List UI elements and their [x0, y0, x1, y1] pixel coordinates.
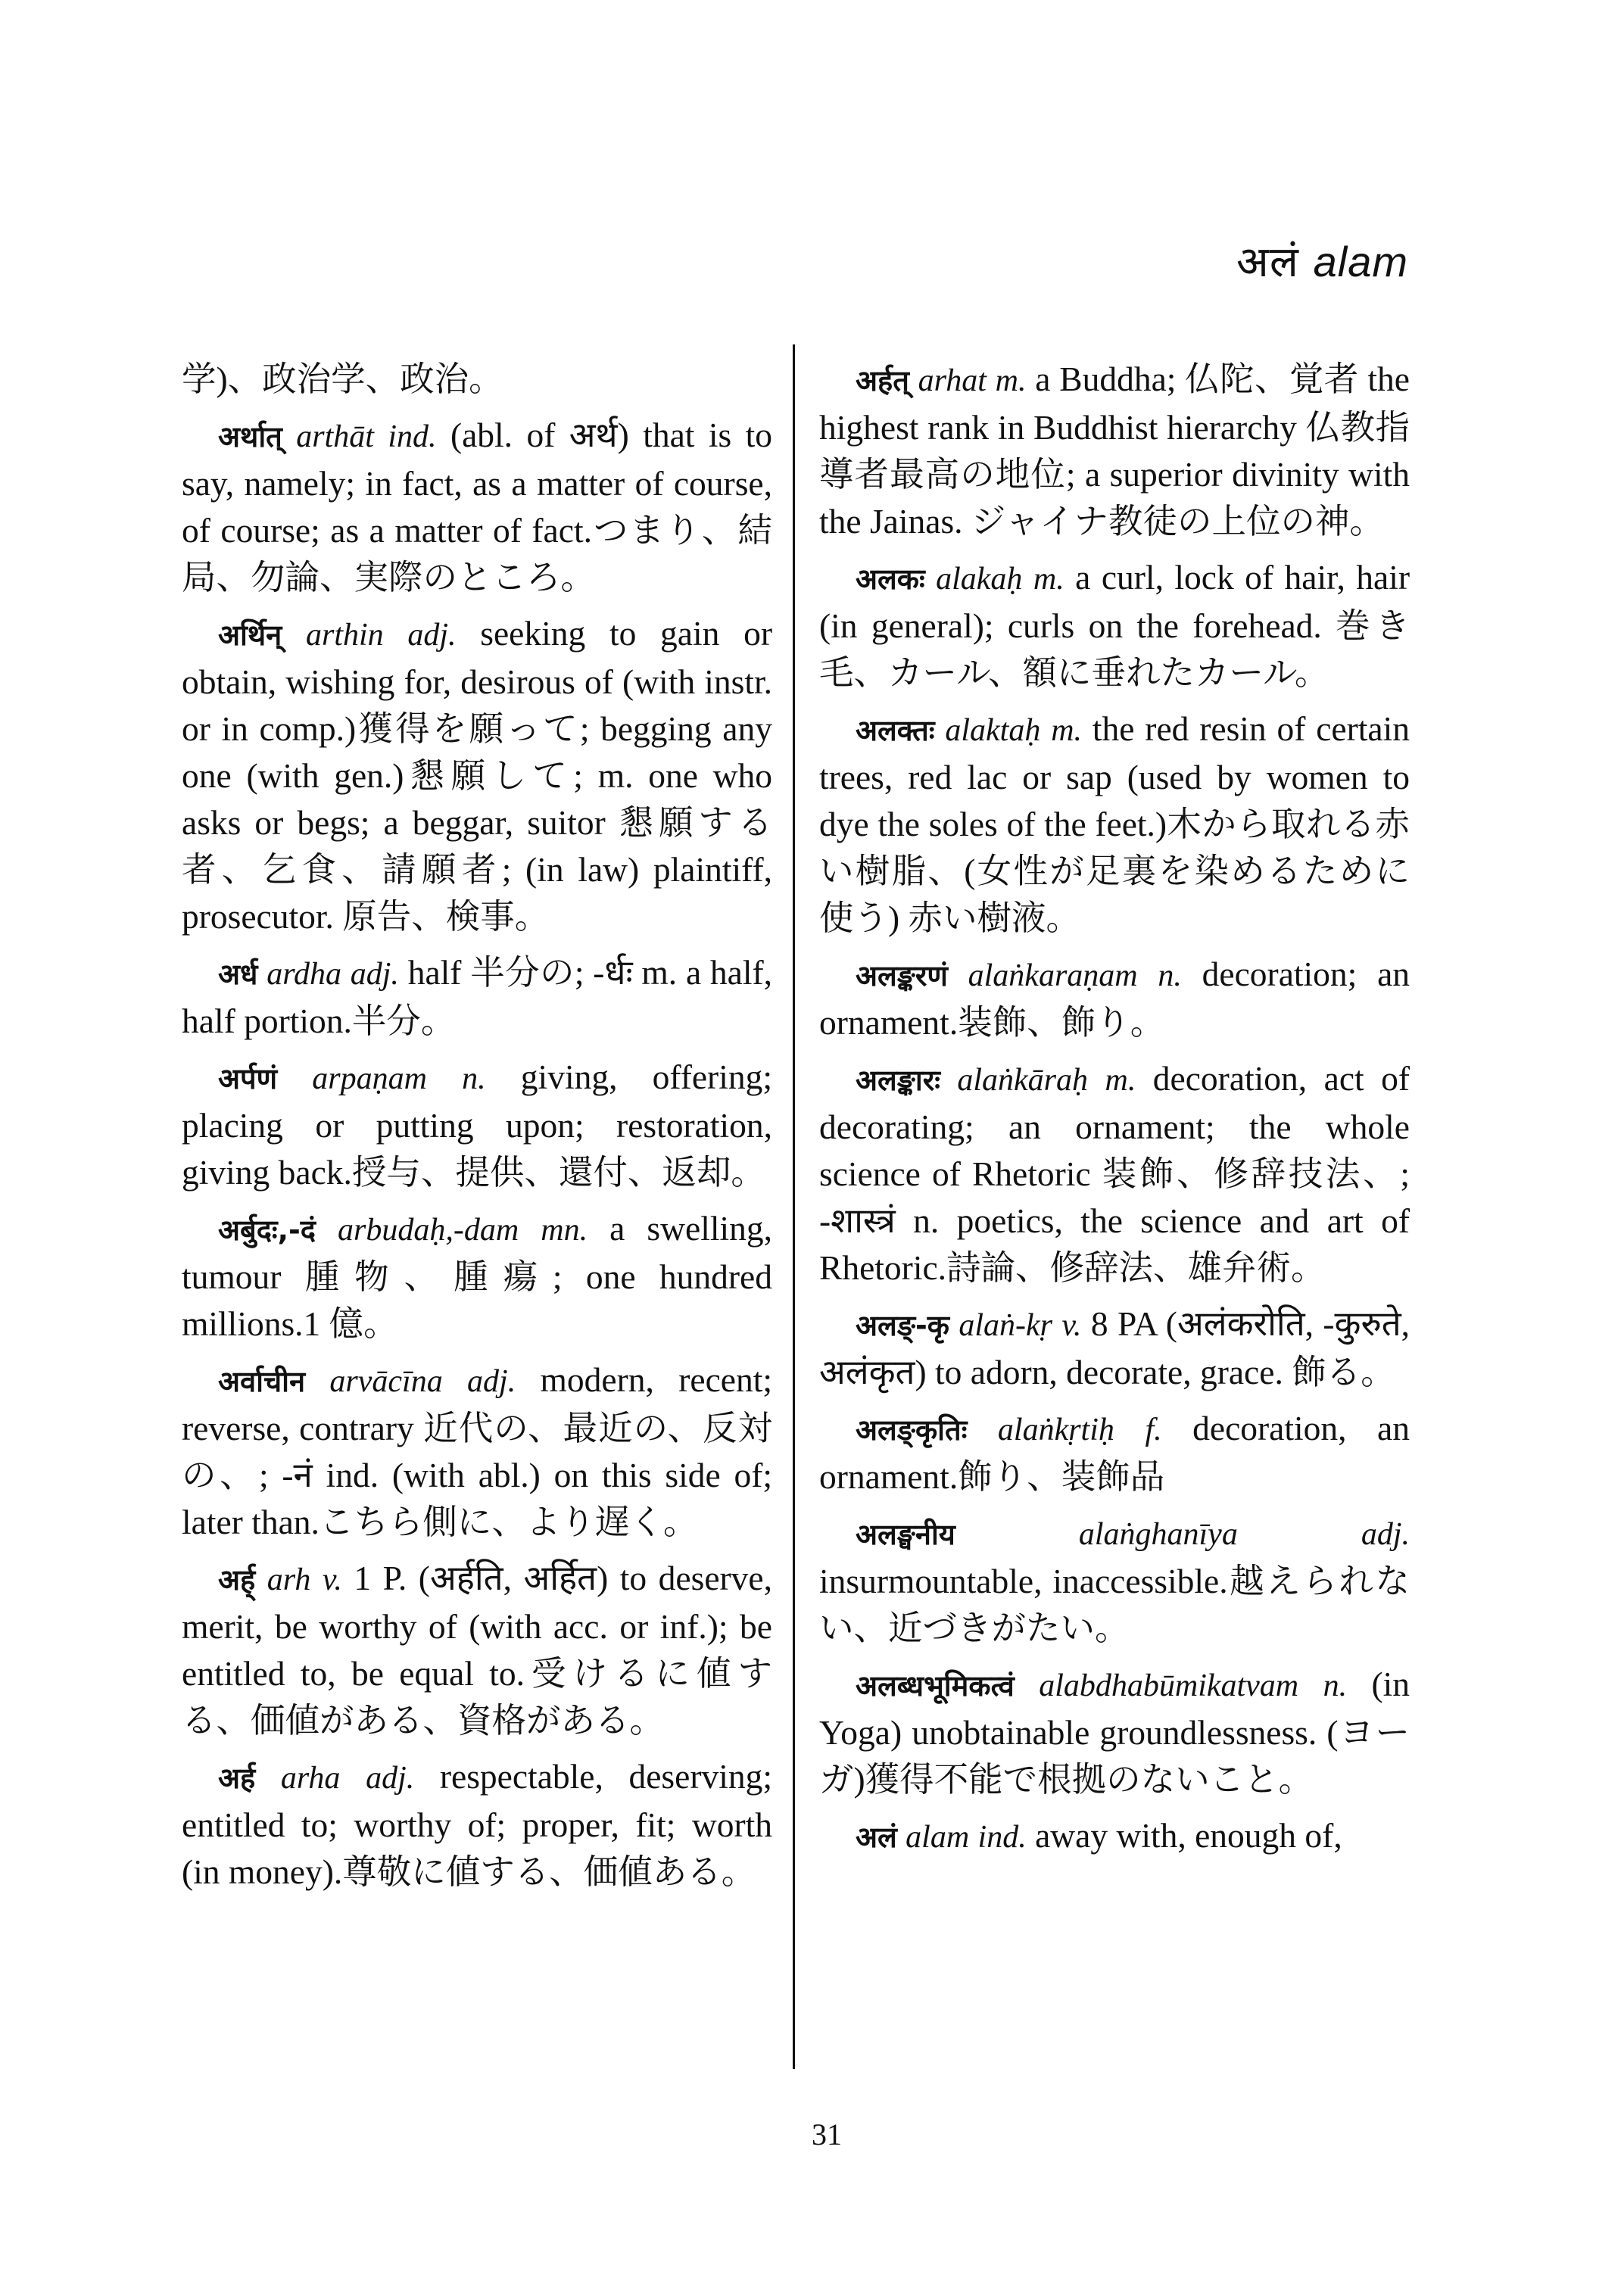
transliteration: alaṅ-kṛ	[959, 1308, 1053, 1343]
entry-arthin	[182, 610, 772, 940]
transliteration: arthin	[305, 618, 384, 653]
definition: half 半分の; -र्धः m. a half, half portion.半分。	[182, 953, 773, 1040]
left-column	[182, 356, 772, 1905]
definition: 1 P. (अर्हति, अर्हित) to deserve, merit, be worthy of (with acc. or inf.); be entitled to, be equal to.受けるに値する、価値がある、資格がある。	[182, 1559, 773, 1740]
part-of-speech: mn.	[541, 1213, 588, 1248]
entry-arha	[182, 1753, 772, 1896]
part-of-speech: m.	[1105, 1063, 1136, 1098]
entry-alanghaniya	[819, 1509, 1410, 1652]
entry-alakah	[819, 554, 1410, 696]
headword: अर्बुदः,-दं	[218, 1213, 316, 1247]
headword: अलक्तः	[856, 714, 935, 747]
part-of-speech: m.	[995, 363, 1027, 398]
part-of-speech: v.	[1061, 1308, 1082, 1343]
transliteration: alaṅkaraṇam	[968, 958, 1138, 993]
transliteration: alam	[906, 1820, 970, 1855]
transliteration: arhat	[918, 363, 987, 398]
transliteration: arbudaḥ,-dam	[338, 1213, 519, 1248]
part-of-speech: m.	[1033, 562, 1064, 597]
entry-alankarah	[819, 1055, 1410, 1291]
headword: अलकः	[856, 562, 925, 596]
entry-arbudah	[182, 1205, 772, 1347]
part-of-speech: ind.	[388, 419, 437, 454]
entry-arhat	[819, 356, 1410, 545]
headword: अलङ्कारः	[856, 1064, 940, 1097]
entry-arthat	[182, 412, 772, 601]
entry-alaktah	[819, 706, 1410, 942]
transliteration: arthāt	[296, 419, 374, 454]
part-of-speech: v.	[322, 1562, 342, 1597]
definition: the red resin of certain trees, red lac or sap (used by women to dye the soles of the feet.)木から取れる赤い樹脂、(女性が足裏を染めるために使う) 赤い樹液。	[819, 709, 1410, 937]
definition: seeking to gain or obtain, wishing for, desirous of (with instr. or in comp.)獲得を願って; begging any one (with gen.)懇願して; m. one who asks or begs; a beggar, suitor 懇願する者、乞食、請願者; (in law) plaintiff, prosecutor. 原告、検事。	[182, 614, 773, 936]
transliteration: arvācīna	[329, 1364, 443, 1399]
entry-alam	[819, 1812, 1410, 1861]
part-of-speech: adj.	[350, 957, 399, 992]
definition: insurmountable, inaccessible.越えられない、近づきがたい。	[819, 1562, 1410, 1647]
definition: a Buddha; 仏陀、覚者 the highest rank in Buddhist hierarchy 仏教指導者最高の地位; a superior divinity with the Jainas. ジャイナ教徒の上位の神。	[819, 360, 1410, 541]
transliteration: arpaṇam	[312, 1061, 427, 1096]
part-of-speech: n.	[1158, 958, 1182, 993]
transliteration: alabdhabūmikatvam	[1039, 1668, 1299, 1703]
transliteration: alaktaḥ	[945, 713, 1041, 748]
entry-alankaranam	[819, 951, 1410, 1046]
headword: अर्ह	[218, 1762, 256, 1795]
part-of-speech: ind.	[977, 1820, 1027, 1855]
entry-alabdhabumikatvam	[819, 1661, 1410, 1803]
definition: (abl. of अर्थ) that is to say, namely; in fact, as a matter of course, of course; as a matter of fact.つまり、結局、勿論、実際のところ。	[182, 416, 772, 597]
definition: giving, offering; placing or putting upon; restoration, giving back.授与、提供、還付、返却。	[182, 1058, 772, 1192]
transliteration: alakaḥ	[936, 562, 1023, 597]
entry-arpanam	[182, 1054, 772, 1196]
definition: (in Yoga) unobtainable groundlessness. (ヨーガ)獲得不能で根拠のないこと。	[819, 1665, 1410, 1799]
running-header	[1236, 238, 1408, 287]
definition: decoration, an ornament.飾り、装飾品	[819, 1409, 1410, 1496]
headword: अर्ध	[218, 958, 258, 991]
part-of-speech: n.	[1323, 1668, 1348, 1703]
column-divider	[793, 344, 795, 2069]
entry-arvacina	[182, 1357, 772, 1546]
entry-ardha	[182, 949, 772, 1045]
headword: अर्हत्	[856, 364, 909, 397]
entry-continuation: 学)、政治学、政治。	[182, 360, 503, 398]
part-of-speech: adj.	[1361, 1517, 1410, 1552]
transliteration: alaṅkāraḥ	[957, 1063, 1089, 1098]
headword: अर्थात्	[218, 420, 282, 453]
definition: 8 PA (अलंकरोति, -कुरुते, अलंकृत) to adorn, decorate, grace. 飾る。	[819, 1304, 1410, 1391]
headword: अलङ्घनीय	[856, 1518, 955, 1551]
part-of-speech: adj.	[366, 1761, 415, 1796]
entry-alankrtih	[819, 1405, 1410, 1500]
headword: अलङ्-कृ	[856, 1309, 949, 1342]
header-devanagari: अलं	[1236, 238, 1299, 287]
page-number: 31	[812, 2117, 842, 2151]
headword: अलङ्कृतिः	[856, 1413, 968, 1447]
headword: अर्ह्	[218, 1563, 256, 1597]
part-of-speech: f.	[1145, 1413, 1162, 1447]
definition: modern, recent; reverse, contrary 近代の、最近の、反対の、; -नं ind. (with abl.) on this side of; later than.こちら側に、より遅く。	[182, 1360, 772, 1541]
headword: अलब्धभूमिकत्वं	[856, 1669, 1015, 1703]
headword: अलं	[856, 1821, 897, 1854]
definition: a curl, lock of hair, hair (in general); curls on the forehead. 巻き毛、カール、額に垂れたカール。	[819, 558, 1410, 692]
definition: decoration; an ornament.装飾、飾り。	[819, 955, 1410, 1042]
definition: a swelling, tumour 腫物、腫瘍; one hundred millions.1 億。	[182, 1209, 772, 1343]
header-romanized: alam	[1313, 238, 1408, 285]
right-column	[819, 356, 1410, 1870]
headword: अर्वाचीन	[218, 1365, 306, 1398]
definition: respectable, deserving; entitled to; worthy of; proper, fit; worth (in money).尊敬に値する、価値ある。	[182, 1757, 772, 1891]
transliteration: arh	[267, 1562, 311, 1597]
headword: अलङ्करणं	[856, 959, 948, 992]
part-of-speech: adj.	[407, 618, 457, 653]
transliteration: alaṅkṛtiḥ	[997, 1413, 1114, 1447]
part-of-speech: m.	[1051, 713, 1083, 748]
headword: अर्थिन्	[218, 618, 282, 652]
part-of-speech: adj.	[467, 1364, 516, 1399]
entry-alan-kr	[819, 1301, 1410, 1396]
transliteration: arha	[280, 1761, 341, 1796]
definition: decoration, act of decorating; an ornament; the whole science of Rhetoric 装飾、修辞技法、; -शास्त्रं n. poetics, the science and art of Rhetoric.詩論、修辞法、雄弁術。	[819, 1059, 1410, 1287]
definition: away with, enough of,	[1026, 1816, 1342, 1855]
entry-arh	[182, 1555, 772, 1744]
headword: अर्पणं	[218, 1062, 278, 1095]
transliteration: ardha	[267, 957, 341, 992]
transliteration: alaṅghanīya	[1078, 1517, 1238, 1552]
part-of-speech: n.	[462, 1061, 486, 1096]
